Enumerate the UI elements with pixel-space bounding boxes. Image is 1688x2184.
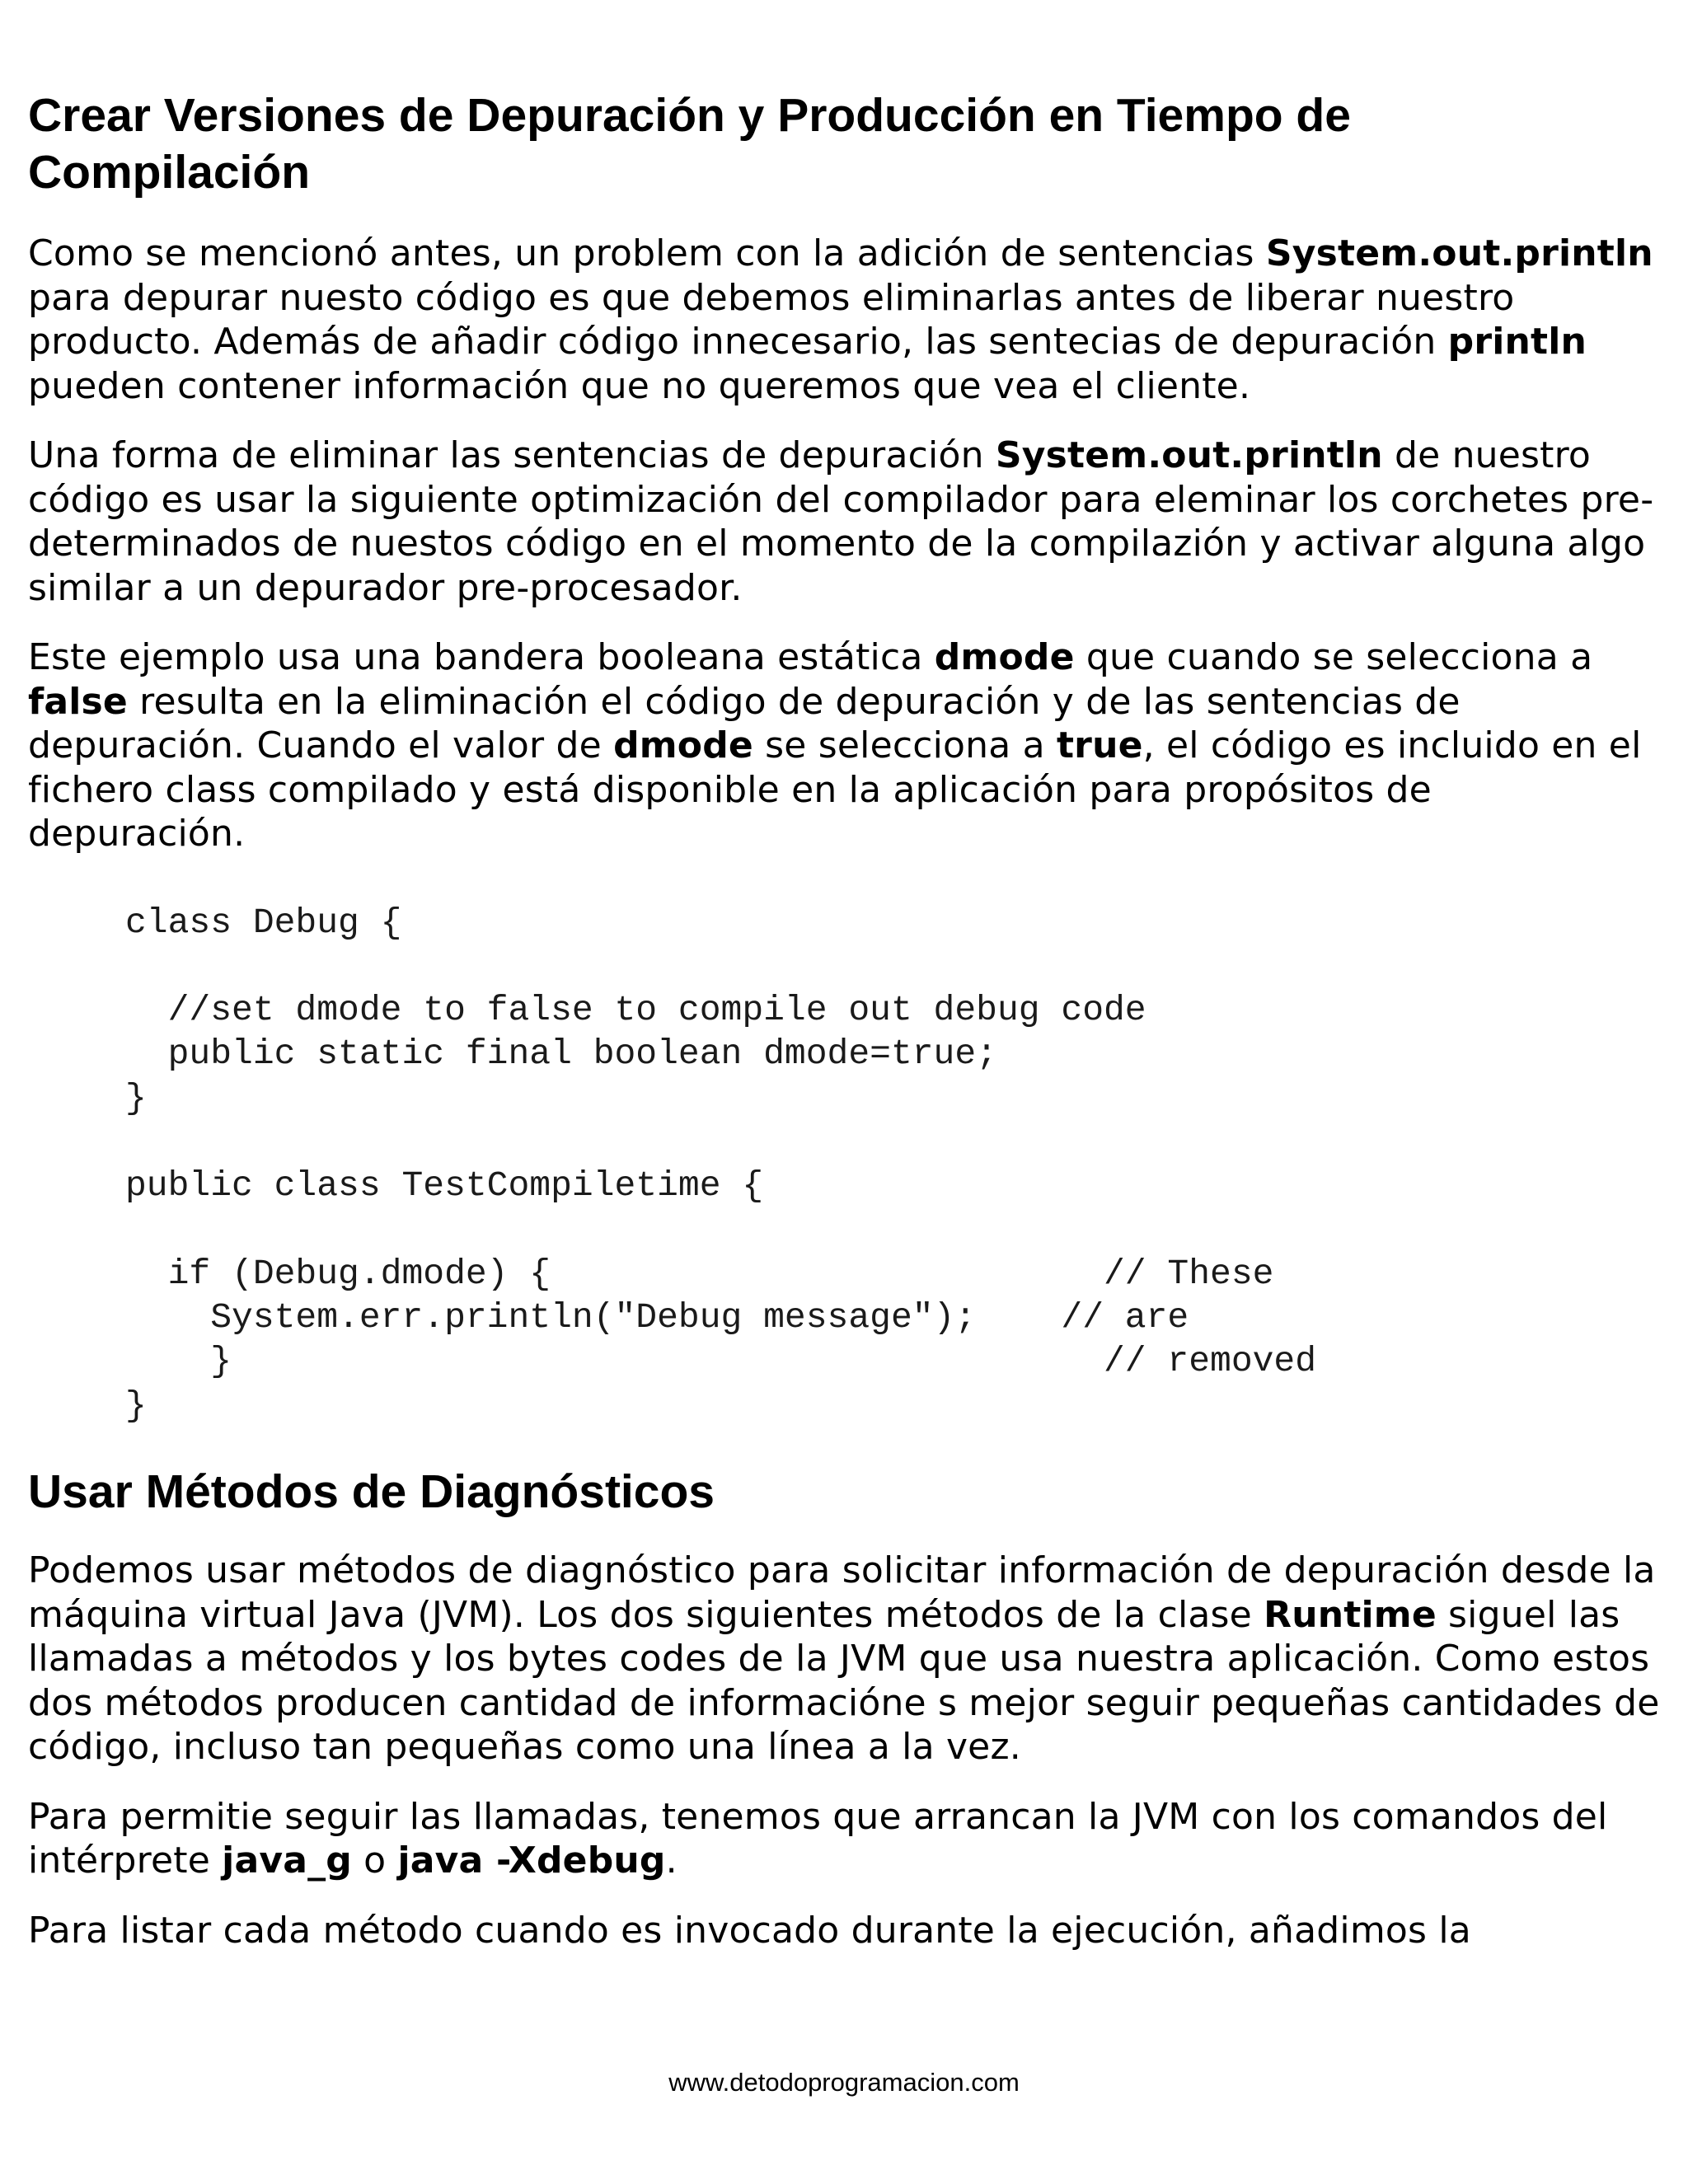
section-title-diagnosticos: Usar Métodos de Diagnósticos xyxy=(28,1465,715,1519)
text-run: para depurar nuesto código es que debemos eliminarlas antes de liberar nuestro producto. Además de añadir código innecesario, las sentecias de depuración xyxy=(28,276,1515,363)
text-run: Para permitie seguir las llamadas, tenemos que arrancan la JVM con los comandos del intérprete xyxy=(28,1795,1608,1882)
text-run: Podemos usar métodos de diagnóstico para solicitar información de depuración desde la máquina virtual Java (JVM). Los dos siguientes métodos de la clase xyxy=(28,1549,1656,1636)
text-run: . xyxy=(665,1840,678,1882)
bold-term: System.out.println xyxy=(1265,232,1653,274)
bold-term: System.out.println xyxy=(995,434,1383,476)
bold-term: Runtime xyxy=(1264,1593,1437,1636)
text-run: o xyxy=(352,1840,398,1882)
section-title-crear-versiones xyxy=(28,87,1660,201)
paragraph-listar xyxy=(28,1909,1660,1953)
footer-url: www.detodoprogramacion.com xyxy=(668,2068,1020,2097)
title-line-2: Compilación xyxy=(28,146,311,199)
text-run: , el código es incluido en el fichero class compilado y está disponible en la aplicación para propósitos de depuración. xyxy=(28,724,1642,855)
bold-term: true xyxy=(1056,724,1143,766)
text-run: Una forma de eliminar las sentencias de depuración xyxy=(28,434,996,476)
text-run: Este ejemplo usa una bandera booleana estática xyxy=(28,636,935,678)
text-run: Para listar cada método cuando es invocado durante la ejecución, añadimos la xyxy=(28,1909,1471,1952)
text-run: se selecciona a xyxy=(753,724,1057,766)
text-run: siguel las llamadas a métodos y los bytes codes de la JVM que usa nuestra aplicación. Como estos dos métodos producen cantidad de informacióne s mejor seguir pequeñas cantidades de código, incluso tan pequeñas como una línea a la vez. xyxy=(28,1593,1660,1769)
text-run: que cuando se selecciona a xyxy=(1074,636,1593,678)
title-line-1: Crear Versiones de Depuración y Producción en Tiempo de xyxy=(28,89,1351,142)
code-block-debug: class Debug { //set dmode to false to compile out debug code public static final boolean dmode=true; } public class TestCompiletime { if (Debug.dmode) { // These System.err.println("Debug message"); // are } // removed } xyxy=(125,902,1317,1426)
text-run: resulta en la eliminación el código de depuración y de las sentencias de depuración. Cuando el valor de xyxy=(28,680,1461,766)
paragraph-metodos xyxy=(28,1549,1660,1769)
text-run: Como se mencionó antes, un problem con la adición de sentencias xyxy=(28,232,1266,274)
bold-term: java -Xdebug xyxy=(397,1840,666,1882)
bold-term: dmode xyxy=(613,724,753,766)
bold-term: println xyxy=(1447,321,1587,363)
text-run: de nuestro código es usar la siguiente optimización del compilador para eleminar los corchetes pre-determinados de nuestos código en el momento de la compilazión y activar alguna algo similar a un depurador pre-procesador. xyxy=(28,434,1654,609)
paragraph-llamadas xyxy=(28,1795,1660,1883)
bold-term: false xyxy=(28,680,128,723)
document-page xyxy=(28,87,1660,1978)
text-run: pueden contener información que no queremos que vea el cliente. xyxy=(28,364,1251,407)
paragraph-intro xyxy=(28,232,1660,408)
bold-term: java_g xyxy=(222,1840,352,1882)
paragraph-eliminar xyxy=(28,434,1660,610)
paragraph-ejemplo xyxy=(28,635,1660,856)
bold-term: dmode xyxy=(934,636,1075,678)
